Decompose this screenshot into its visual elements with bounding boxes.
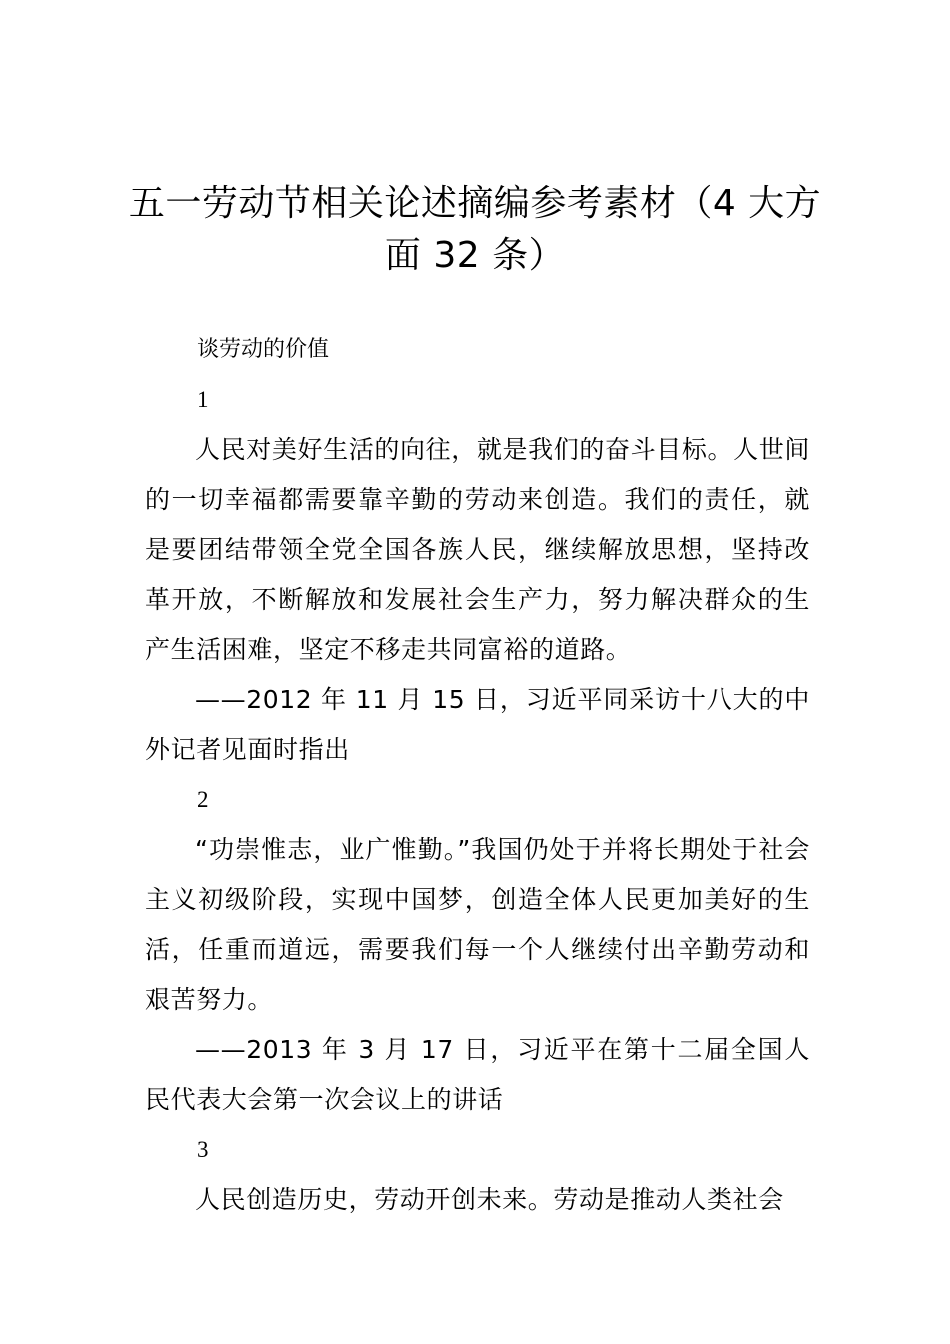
item-source: ——2013 年 3 月 17 日，习近平在第十二届全国人民代表大会第一次会议上的讲话 xyxy=(145,1035,810,1114)
item-index: 2 xyxy=(197,787,209,812)
item-text: “功崇惟志，业广惟勤。”我国仍处于并将长期处于社会主义初级阶段，实现中国梦，创造全体人民更加美好的生活，任重而道远，需要我们每一个人继续付出辛勤劳动和艰苦努力。 xyxy=(145,835,810,1014)
item-text: 人民对美好生活的向往，就是我们的奋斗目标。人世间的一切幸福都需要靠辛勤的劳动来创造。我们的责任，就是要团结带领全党全国各族人民，继续解放思想，坚持改革开放，不断解放和发展社会生产力，努力解决群众的生产生活困难，坚定不移走共同富裕的道路。 xyxy=(145,435,810,664)
title-line-2: 面 32 条） xyxy=(384,235,566,276)
document-body xyxy=(145,325,810,1225)
item-source: ——2012 年 11 月 15 日，习近平同采访十八大的中外记者见面时指出 xyxy=(145,685,810,764)
item-text: 人民创造历史，劳动开创未来。劳动是推动人类社会 xyxy=(195,1185,784,1214)
item-index: 1 xyxy=(197,387,209,412)
document-title xyxy=(120,178,830,282)
title-line-1: 五一劳动节相关论述摘编参考素材（4 大方 xyxy=(128,183,822,224)
item-index: 3 xyxy=(197,1137,209,1162)
section-heading: 谈劳动的价值 xyxy=(197,337,330,362)
